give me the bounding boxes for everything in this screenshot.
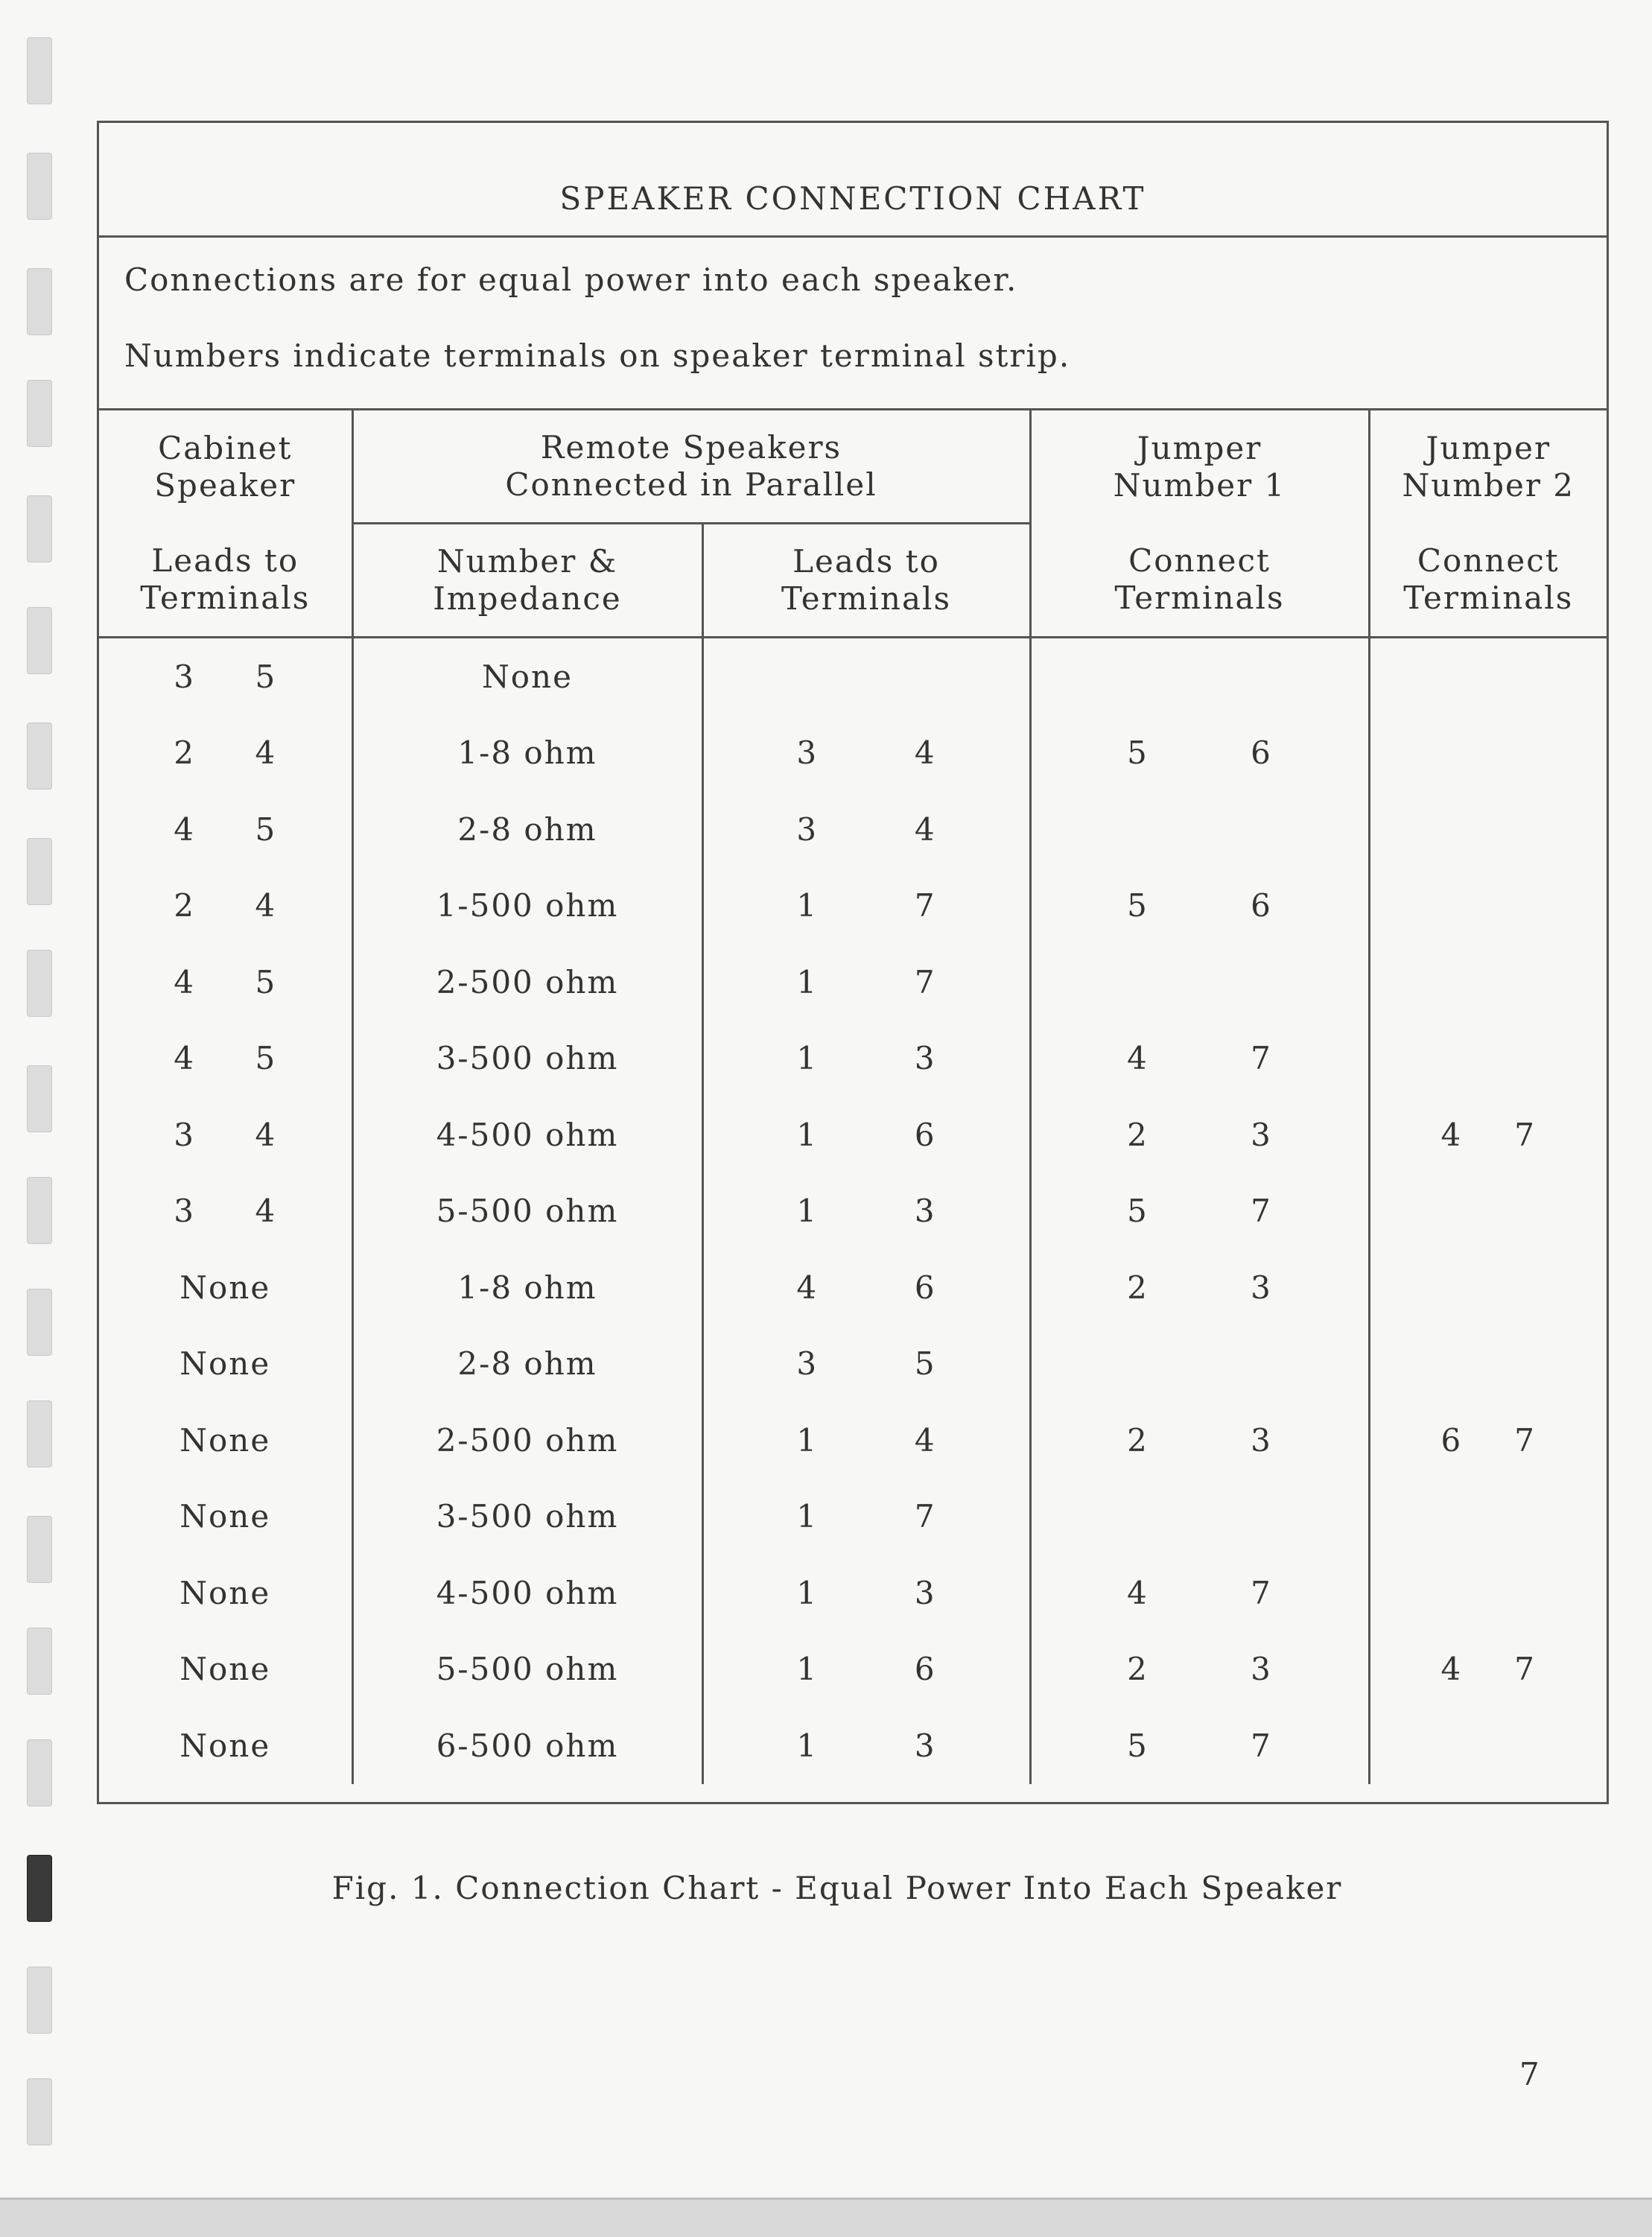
- remote-number-cell: 5-500 ohm: [352, 1173, 702, 1250]
- remote-leads-cell: [702, 1707, 1030, 1784]
- jumper-2-cell: [1369, 1326, 1607, 1403]
- jumper-1-cell: [1030, 791, 1369, 868]
- remote-leads-cell-terminal: 1: [796, 1574, 819, 1611]
- cabinet-leads-cell-value: None: [180, 1345, 271, 1383]
- jumper-1-cell-terminal: 5: [1127, 887, 1149, 924]
- cabinet-leads-cell-terminal: 2: [174, 734, 195, 772]
- cabinet-leads-cell: [99, 1555, 352, 1631]
- remote-number-cell: 2-500 ohm: [352, 944, 702, 1021]
- jumper-1-cell: [1030, 944, 1369, 1021]
- remote-leads-cell-terminal: 1: [796, 1498, 819, 1535]
- jumper-2-cell: [1369, 715, 1607, 792]
- jumper-1-cell-terminal: 2: [1127, 1269, 1149, 1306]
- jumper-1-cell-terminal: 4: [1127, 1040, 1149, 1077]
- cabinet-leads-cell-terminal: 5: [255, 810, 277, 848]
- jumper-1-cell-terminal: 4: [1127, 1574, 1149, 1611]
- remote-number-cell: 6-500 ohm: [352, 1707, 702, 1784]
- jumper-2-cell: [1369, 638, 1607, 715]
- remote-leads-cell-terminal: 1: [796, 963, 819, 1000]
- cabinet-leads-cell-terminal: 4: [174, 963, 195, 1000]
- cabinet-leads-cell-value: None: [180, 1269, 271, 1306]
- cabinet-leads-cell-terminal: 4: [174, 1040, 195, 1077]
- binding-hole: [27, 153, 52, 220]
- remote-number-cell: None: [352, 638, 702, 715]
- header-jumper-1-connect: Connect Terminals: [1030, 524, 1369, 638]
- remote-leads-cell-terminal: 1: [796, 887, 819, 924]
- cabinet-leads-cell-terminal: 3: [174, 1193, 195, 1230]
- remote-leads-cell: [702, 1479, 1030, 1555]
- binding-hole: [27, 1065, 52, 1132]
- jumper-1-cell: [1030, 1097, 1369, 1173]
- binding-hole: [27, 838, 52, 905]
- remote-leads-cell-terminal: 1: [796, 1727, 819, 1764]
- jumper-2-cell-terminal: 7: [1514, 1651, 1536, 1688]
- table-row: [99, 1631, 1607, 1708]
- cabinet-leads-cell-terminal: 3: [174, 658, 195, 695]
- header-cabinet-speaker: Cabinet Speaker: [154, 429, 296, 504]
- table-row: [99, 868, 1607, 945]
- header-jumper-2-connect: Connect Terminals: [1369, 524, 1607, 638]
- header-jumper-1: Jumper Number 1: [1030, 410, 1369, 524]
- remote-leads-cell: [702, 1402, 1030, 1479]
- cabinet-leads-cell: [99, 1173, 352, 1250]
- remote-leads-cell: [702, 715, 1030, 792]
- cabinet-leads-cell: [99, 1707, 352, 1784]
- jumper-1-cell-terminal: 5: [1127, 1727, 1149, 1764]
- cabinet-leads-cell-terminal: 2: [174, 887, 195, 924]
- remote-leads-cell-terminal: 4: [914, 1421, 936, 1459]
- chart-notes: [99, 238, 1607, 410]
- binding-hole: [27, 1177, 52, 1244]
- jumper-2-cell: [1369, 1021, 1607, 1097]
- remote-leads-cell-terminal: 7: [914, 887, 936, 924]
- jumper-1-cell-terminal: 2: [1127, 1421, 1149, 1459]
- table-row: [99, 1555, 1607, 1631]
- remote-leads-cell: [702, 1021, 1030, 1097]
- jumper-1-cell: [1030, 1326, 1369, 1403]
- jumper-2-cell-terminal: 6: [1440, 1421, 1463, 1459]
- remote-leads-cell-terminal: 6: [914, 1269, 936, 1306]
- binding-hole: [27, 1628, 52, 1695]
- remote-leads-cell-terminal: 6: [914, 1116, 936, 1153]
- binding-hole: [27, 380, 52, 447]
- table-row: [99, 944, 1607, 1021]
- jumper-1-cell-terminal: 3: [1251, 1269, 1272, 1306]
- cabinet-leads-cell: [99, 868, 352, 945]
- remote-leads-cell: [702, 1097, 1030, 1173]
- remote-leads-cell: [702, 791, 1030, 868]
- table-row: [99, 791, 1607, 868]
- cabinet-leads-cell: [99, 1097, 352, 1173]
- remote-leads-cell-terminal: 4: [914, 734, 936, 772]
- jumper-1-cell: [1030, 868, 1369, 945]
- remote-leads-cell: [702, 944, 1030, 1021]
- remote-number-cell: 3-500 ohm: [352, 1021, 702, 1097]
- connection-table: [99, 410, 1607, 1784]
- jumper-2-cell: [1369, 1097, 1607, 1173]
- header-remote-leads: Leads to Terminals: [702, 524, 1030, 638]
- remote-leads-cell-terminal: 1: [796, 1651, 819, 1688]
- jumper-1-cell: [1030, 1402, 1369, 1479]
- remote-number-cell: 2-8 ohm: [352, 791, 702, 868]
- jumper-2-cell: [1369, 1555, 1607, 1631]
- remote-leads-cell-terminal: 4: [796, 1269, 819, 1306]
- cabinet-leads-cell-terminal: 5: [255, 658, 277, 695]
- remote-leads-cell-terminal: 3: [796, 1345, 819, 1383]
- jumper-1-cell-terminal: 3: [1251, 1651, 1272, 1688]
- speaker-connection-chart: [97, 121, 1609, 1804]
- jumper-1-cell-terminal: 2: [1127, 1651, 1149, 1688]
- jumper-1-cell: [1030, 1249, 1369, 1326]
- jumper-1-cell-terminal: 7: [1251, 1574, 1272, 1611]
- jumper-2-cell: [1369, 1402, 1607, 1479]
- remote-leads-cell: [702, 868, 1030, 945]
- cabinet-leads-cell-terminal: 4: [255, 734, 277, 772]
- remote-number-cell: 5-500 ohm: [352, 1631, 702, 1708]
- jumper-1-cell-terminal: 7: [1251, 1040, 1272, 1077]
- cabinet-leads-cell: [99, 944, 352, 1021]
- binding-hole: [27, 607, 52, 674]
- remote-leads-cell-terminal: 3: [796, 810, 819, 848]
- remote-leads-cell-terminal: 1: [796, 1421, 819, 1459]
- jumper-2-cell: [1369, 1707, 1607, 1784]
- jumper-2-cell-terminal: 4: [1440, 1116, 1463, 1153]
- binding-hole: [27, 1400, 52, 1467]
- remote-number-cell: 4-500 ohm: [352, 1097, 702, 1173]
- table-row: [99, 1249, 1607, 1326]
- jumper-1-cell: [1030, 1173, 1369, 1250]
- binding-hole: [27, 1289, 52, 1356]
- jumper-2-cell: [1369, 1249, 1607, 1326]
- table-row: [99, 1707, 1607, 1784]
- remote-leads-cell-terminal: 1: [796, 1116, 819, 1153]
- jumper-2-cell: [1369, 791, 1607, 868]
- remote-number-cell: 1-8 ohm: [352, 715, 702, 792]
- binding-hole: [27, 495, 52, 562]
- cabinet-leads-cell-value: None: [180, 1574, 271, 1611]
- remote-number-cell: 2-8 ohm: [352, 1326, 702, 1403]
- table-row: [99, 715, 1607, 792]
- cabinet-leads-cell: [99, 1631, 352, 1708]
- cabinet-leads-cell: [99, 1021, 352, 1097]
- jumper-1-cell-terminal: 5: [1127, 734, 1149, 772]
- jumper-2-cell-terminal: 7: [1514, 1421, 1536, 1459]
- cabinet-leads-cell-terminal: 4: [255, 887, 277, 924]
- cabinet-leads-cell: [99, 1326, 352, 1403]
- jumper-1-cell: [1030, 638, 1369, 715]
- remote-leads-cell-terminal: 3: [914, 1040, 936, 1077]
- remote-leads-cell-terminal: 6: [914, 1651, 936, 1688]
- remote-number-cell: 2-500 ohm: [352, 1402, 702, 1479]
- table-row: [99, 1021, 1607, 1097]
- jumper-2-cell: [1369, 944, 1607, 1021]
- cabinet-leads-cell: [99, 715, 352, 792]
- remote-leads-cell-terminal: 7: [914, 963, 936, 1000]
- jumper-2-cell: [1369, 1631, 1607, 1708]
- table-row: [99, 1097, 1607, 1173]
- remote-leads-cell: [702, 1631, 1030, 1708]
- remote-leads-cell: [702, 1326, 1030, 1403]
- cabinet-leads-cell-terminal: 4: [255, 1193, 277, 1230]
- remote-leads-cell-terminal: 3: [796, 734, 819, 772]
- table-row: [99, 1173, 1607, 1250]
- binding-holes: [0, 0, 60, 2198]
- cabinet-leads-cell-terminal: 5: [255, 1040, 277, 1077]
- remote-leads-cell-terminal: 1: [796, 1040, 819, 1077]
- jumper-2-cell: [1369, 1479, 1607, 1555]
- chart-title: SPEAKER CONNECTION CHART: [99, 123, 1607, 238]
- remote-leads-cell: [702, 638, 1030, 715]
- cabinet-leads-cell: [99, 791, 352, 868]
- cabinet-leads-cell-terminal: 4: [255, 1116, 277, 1153]
- remote-number-cell: 4-500 ohm: [352, 1555, 702, 1631]
- binding-hole: [27, 723, 52, 790]
- jumper-2-cell: [1369, 1173, 1607, 1250]
- jumper-1-cell: [1030, 715, 1369, 792]
- table-row: [99, 1326, 1607, 1403]
- note-equal-power: Connections are for equal power into each speaker.: [124, 261, 1018, 298]
- remote-leads-cell-terminal: 1: [796, 1193, 819, 1230]
- jumper-1-cell: [1030, 1479, 1369, 1555]
- cabinet-leads-cell-terminal: 5: [255, 963, 277, 1000]
- binding-hole: [27, 950, 52, 1017]
- jumper-1-cell-terminal: 6: [1251, 887, 1272, 924]
- cabinet-leads-cell-value: None: [180, 1727, 271, 1764]
- binding-hole: [27, 37, 52, 104]
- cabinet-leads-cell-terminal: 3: [174, 1116, 195, 1153]
- jumper-1-cell: [1030, 1707, 1369, 1784]
- jumper-1-cell-terminal: 5: [1127, 1193, 1149, 1230]
- remote-leads-cell-terminal: 3: [914, 1193, 936, 1230]
- jumper-1-cell: [1030, 1631, 1369, 1708]
- note-terminal-numbers: Numbers indicate terminals on speaker terminal strip.: [124, 337, 1071, 374]
- binding-hole: [27, 1739, 52, 1806]
- remote-leads-cell-terminal: 4: [914, 810, 936, 848]
- cabinet-leads-cell: [99, 1249, 352, 1326]
- page-number: 7: [1519, 2056, 1540, 2092]
- binding-hole: [27, 1967, 52, 2034]
- header-jumper-2: Jumper Number 2: [1369, 410, 1607, 524]
- jumper-1-cell: [1030, 1555, 1369, 1631]
- jumper-2-cell: [1369, 868, 1607, 945]
- binding-hole: [27, 2078, 52, 2145]
- remote-leads-cell: [702, 1249, 1030, 1326]
- remote-number-cell: 1-500 ohm: [352, 868, 702, 945]
- remote-number-cell: 3-500 ohm: [352, 1479, 702, 1555]
- header-cabinet-leads: Leads to Terminals: [99, 524, 352, 638]
- remote-leads-cell: [702, 1555, 1030, 1631]
- scan-bottom-edge: [0, 2198, 1652, 2237]
- cabinet-leads-cell-value: None: [180, 1498, 271, 1535]
- table-row: [99, 1402, 1607, 1479]
- jumper-1-cell-terminal: 2: [1127, 1116, 1149, 1153]
- cabinet-leads-cell: [99, 1402, 352, 1479]
- cabinet-leads-cell-value: None: [180, 1651, 271, 1688]
- jumper-1-cell-terminal: 3: [1251, 1421, 1272, 1459]
- binding-hole: [27, 268, 52, 335]
- binding-hole: [27, 1516, 52, 1583]
- jumper-2-cell-terminal: 4: [1440, 1651, 1463, 1688]
- cabinet-leads-cell: [99, 1479, 352, 1555]
- remote-leads-cell-terminal: 3: [914, 1574, 936, 1611]
- remote-leads-cell-terminal: 5: [914, 1345, 936, 1383]
- jumper-1-cell-terminal: 6: [1251, 734, 1272, 772]
- jumper-1-cell-terminal: 7: [1251, 1727, 1272, 1764]
- jumper-1-cell: [1030, 1021, 1369, 1097]
- header-remote-number: Number & Impedance: [352, 524, 702, 638]
- header-remote-speakers: Remote Speakers Connected in Parallel: [352, 410, 1030, 524]
- cabinet-leads-cell-value: None: [180, 1421, 271, 1459]
- cabinet-leads-cell-terminal: 4: [174, 810, 195, 848]
- jumper-1-cell-terminal: 3: [1251, 1116, 1272, 1153]
- table-body: [99, 638, 1607, 1784]
- remote-leads-cell: [702, 1173, 1030, 1250]
- jumper-1-cell-terminal: 7: [1251, 1193, 1272, 1230]
- remote-number-cell: 1-8 ohm: [352, 1249, 702, 1326]
- cabinet-leads-cell: [99, 638, 352, 715]
- figure-caption: Fig. 1. Connection Chart - Equal Power Into Each Speaker: [331, 1870, 1343, 1906]
- jumper-2-cell-terminal: 7: [1514, 1116, 1536, 1153]
- table-row: [99, 1479, 1607, 1555]
- remote-leads-cell-terminal: 3: [914, 1727, 936, 1764]
- remote-leads-cell-terminal: 7: [914, 1498, 936, 1535]
- table-row: [99, 638, 1607, 715]
